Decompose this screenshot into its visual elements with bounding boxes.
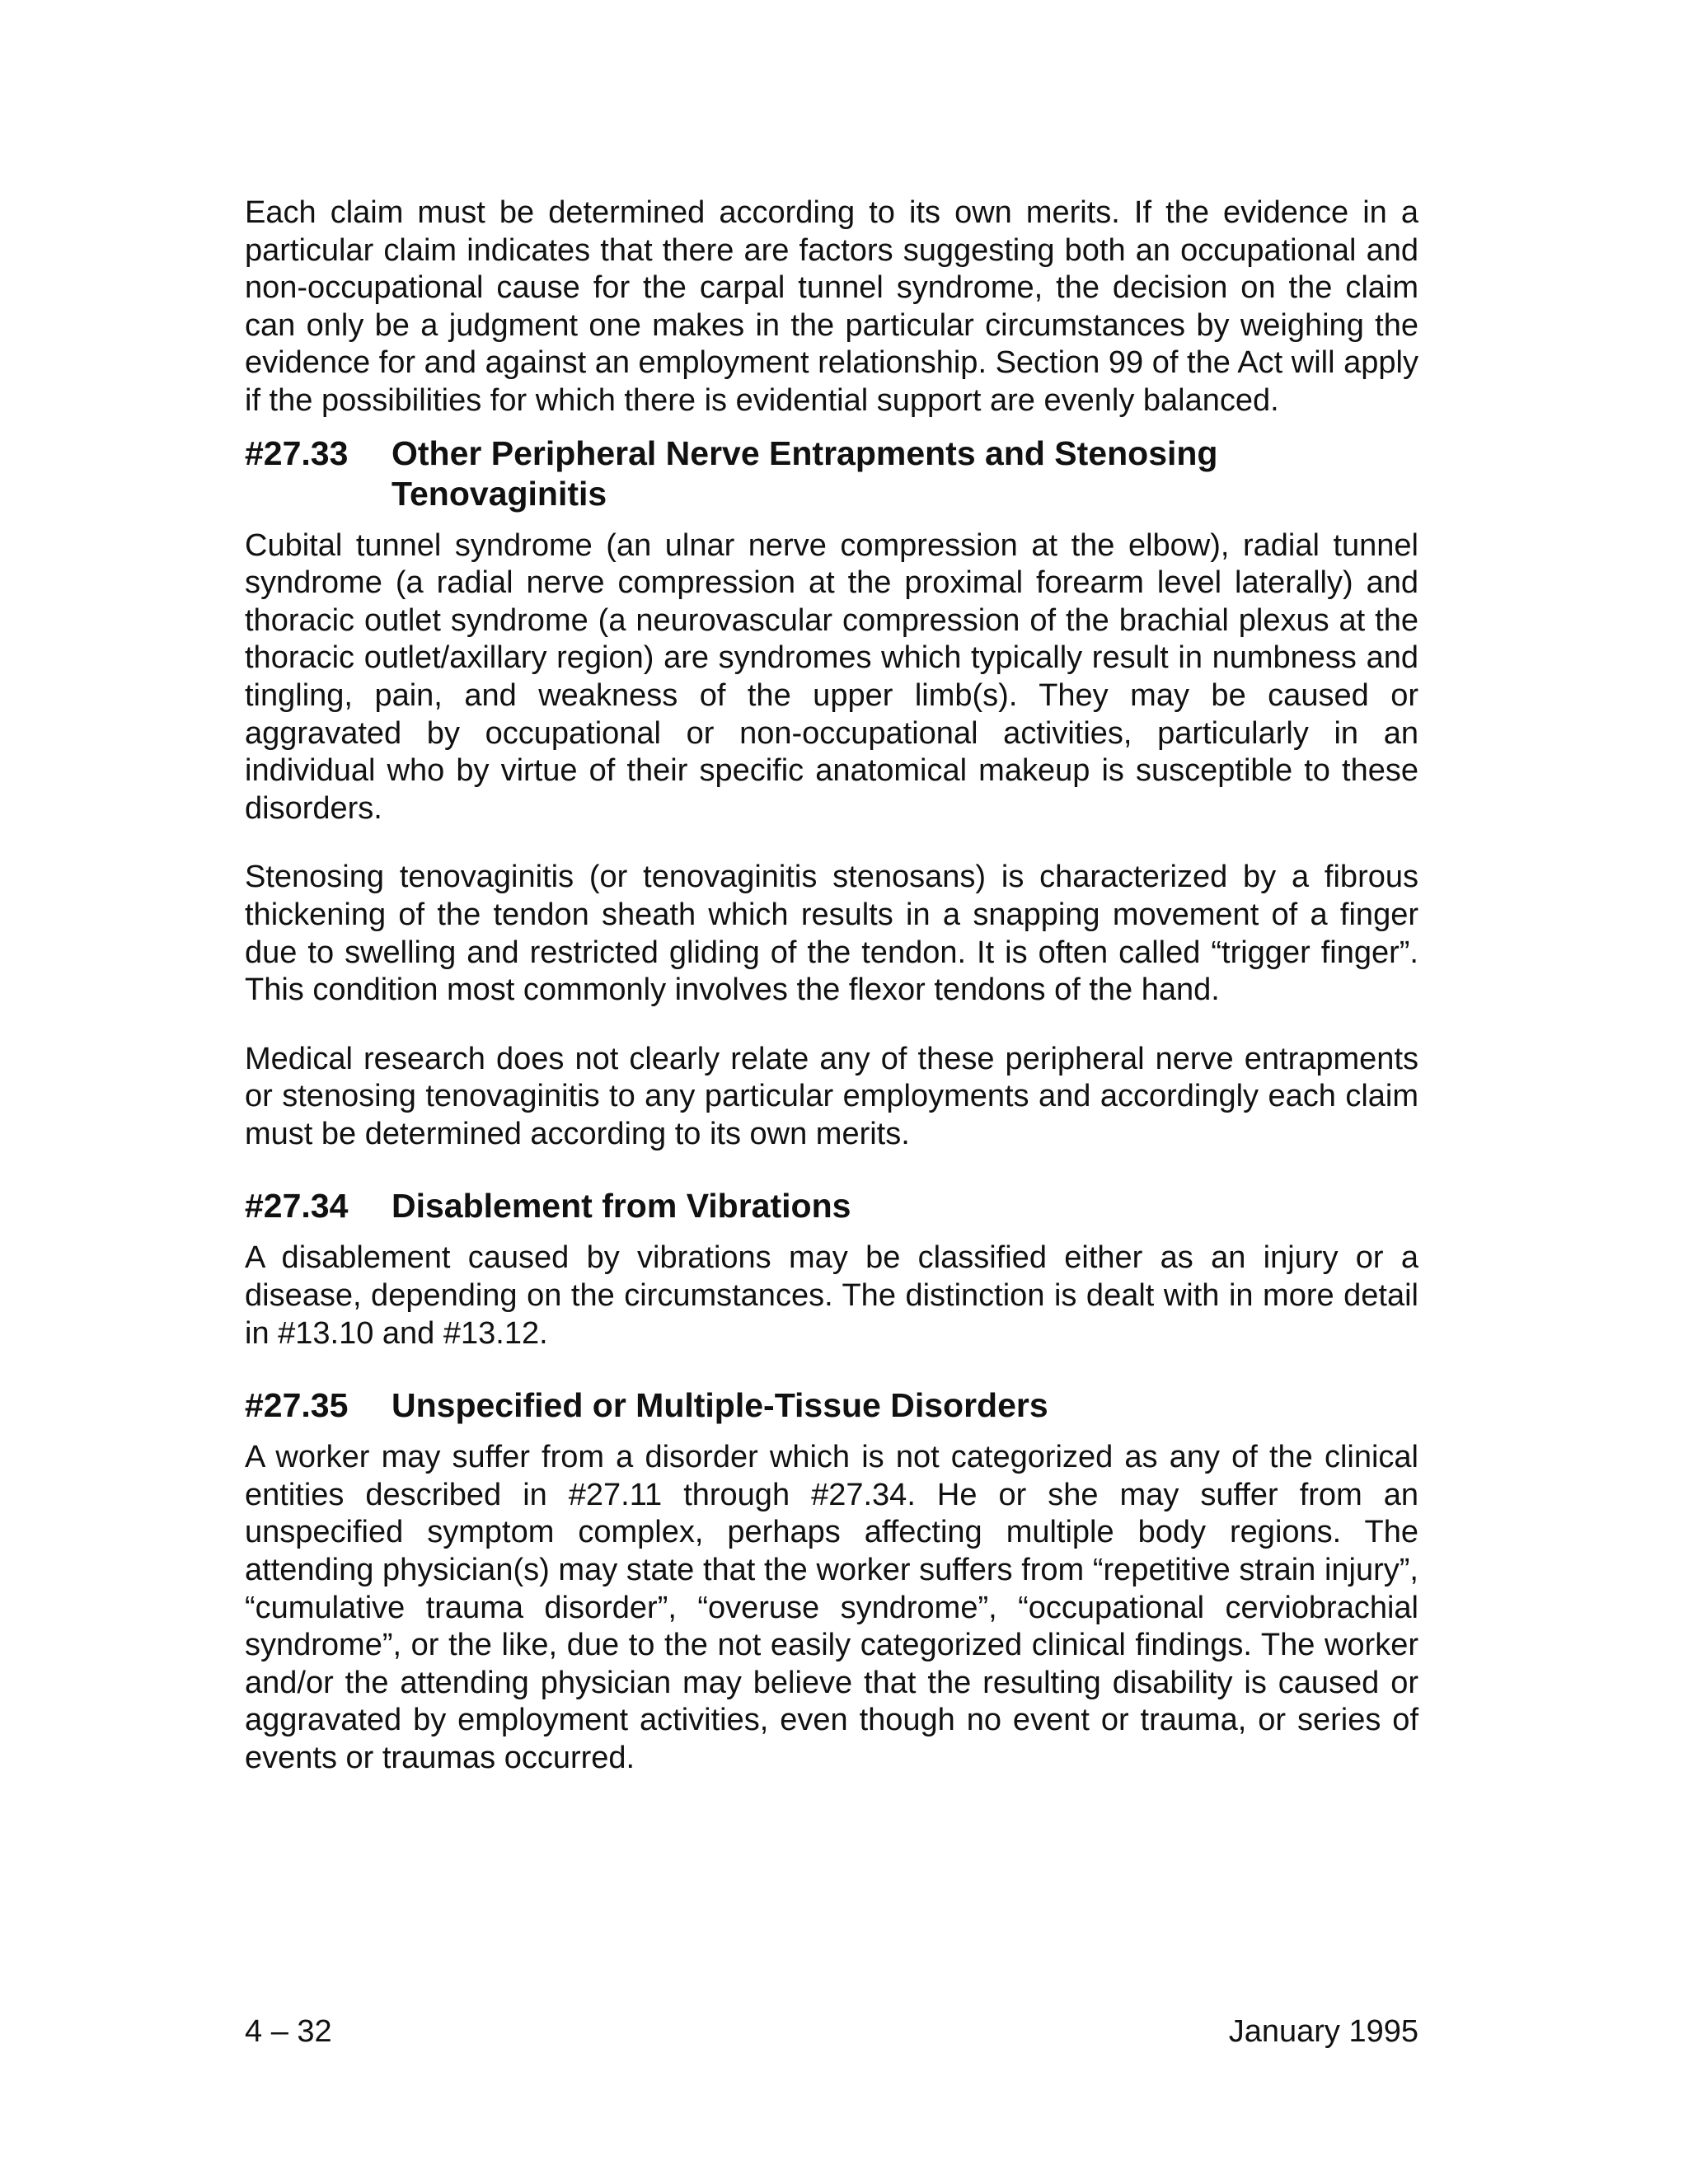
section-number: #27.34 [245,1187,349,1226]
intro-paragraph: Each claim must be determined according to its own merits. If the evidence in a particular claim indicates that there are factors suggesting both an occupational and non-occupational cause for the carpal tunnel syndrome, the decision on the claim can only be a judgment one makes in the particular circumstances by weighing the evidence for and against an employment relationship. Section 99 of the Act will apply if the possibilities for which there is evidential support are evenly balanced. [245,195,1418,418]
section-title: Disablement from Vibrations [392,1187,851,1226]
section-title: Unspecified or Multiple-Tissue Disorders [392,1386,1048,1425]
page-number: 4 – 32 [245,2014,332,2049]
section-heading-27-35 [245,1385,1418,1426]
page-footer [245,2013,1418,2050]
section-title: Other Peripheral Nerve Entrapments and Stenosing Tenovaginitis [392,434,1218,513]
section-number: #27.35 [245,1386,349,1425]
section-27-33-paragraph-1: Cubital tunnel syndrome (an ulnar nerve compression at the elbow), radial tunnel syndrome (a radial nerve compression at the proximal forearm level laterally) and thoracic outlet syndrome (a neurovascular compression of the brachial plexus at the thoracic outlet/axillary region) are syndromes which typically result in numbness and tingling, pain, and weakness of the upper limb(s). They may be caused or aggravated by occupational or non-occupational activities, particularly in an individual who by virtue of their specific anatomical makeup is susceptible to these disorders. [245,527,1418,826]
section-27-34-paragraph-1: A disablement caused by vibrations may be classified either as an injury or a disease, depending on the circumstances. The distinction is dealt with in more detail in #13.10 and #13.12. [245,1240,1418,1351]
section-27-33-paragraph-3: Medical research does not clearly relate any of these peripheral nerve entrapments or stenosing tenovaginitis to any particular employments and accordingly each claim must be determined according to its own merits. [245,1041,1418,1151]
section-27-35-paragraph-1: A worker may suffer from a disorder which is not categorized as any of the clinical entities described in #27.11 through #27.34. He or she may suffer from an unspecified symptom complex, perhaps affecting multiple body regions. The attending physician(s) may state that the worker suffers from “repetitive strain injury”, “cumulative trauma disorder”, “overuse syndrome”, “occupational cerviobrachial syndrome”, or the like, due to the not easily categorized clinical findings. The worker and/or the attending physician may believe that the resulting disability is caused or aggravated by employment activities, even though no event or trauma, or series of events or traumas occurred. [245,1440,1418,1775]
section-27-33-paragraph-2: Stenosing tenovaginitis (or tenovaginitis stenosans) is characterized by a fibrous thickening of the tendon sheath which results in a snapping movement of a finger due to swelling and restricted gliding of the tendon. It is often called “trigger finger”. This condition most commonly involves the flexor tendons of the hand. [245,860,1418,1008]
footer-date: January 1995 [1228,2014,1418,2049]
section-number: #27.33 [245,434,349,472]
section-heading-27-34 [245,1186,1418,1226]
page-body [245,194,1418,1778]
section-heading-27-33 [245,434,1418,514]
